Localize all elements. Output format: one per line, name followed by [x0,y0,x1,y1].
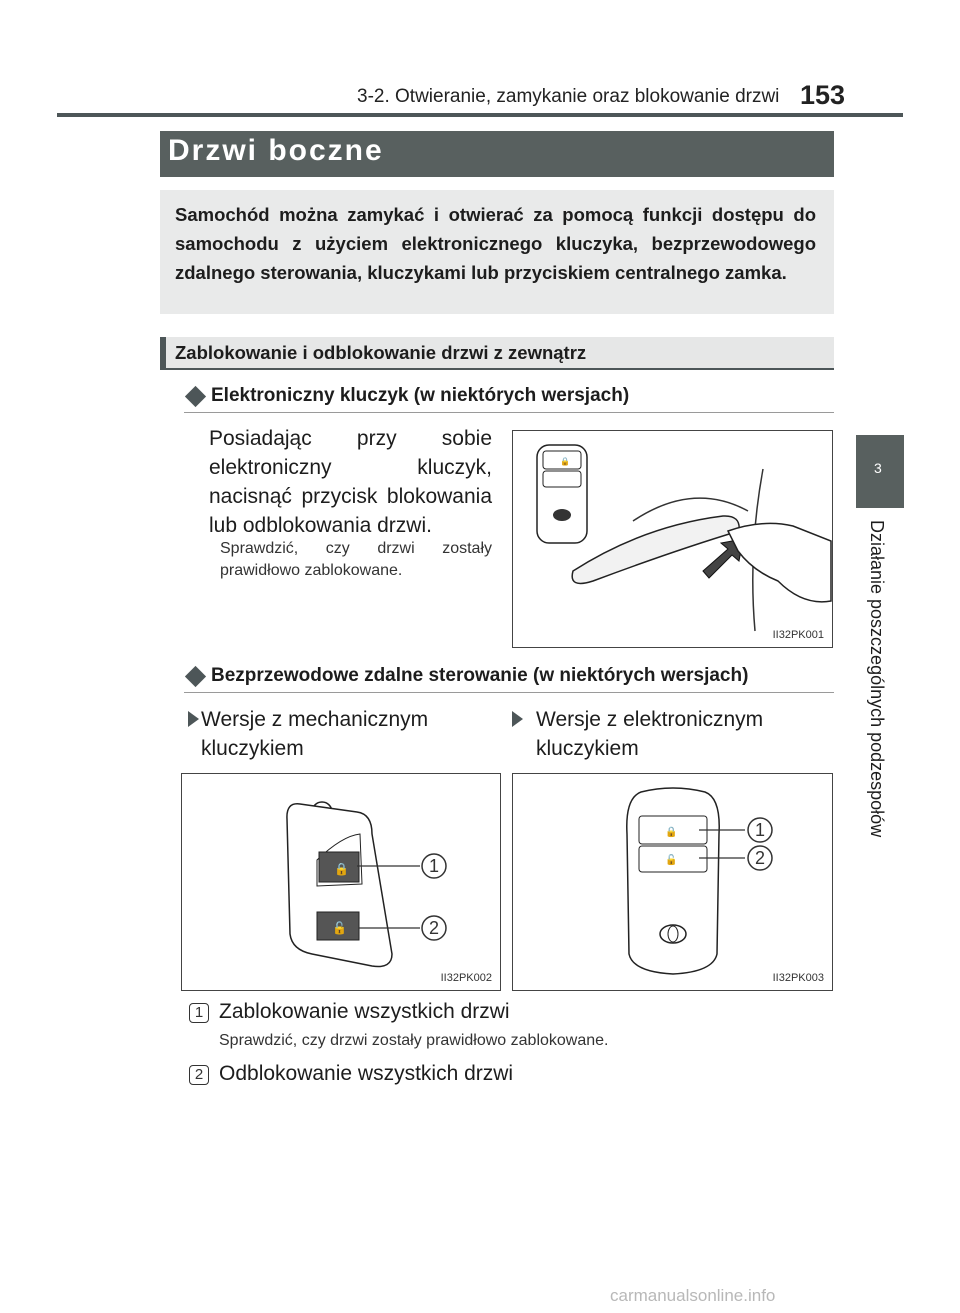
page-title: Drzwi boczne [168,134,384,167]
svg-text:🔓: 🔓 [665,855,678,866]
chapter-number: 3 [874,460,882,476]
remote-heading: Bezprzewodowe zdalne sterowanie (w niektórych wersjach) [211,665,749,686]
svg-text:🔒: 🔒 [665,827,678,838]
heading-rule [184,692,834,693]
svg-text:🔒: 🔒 [560,457,570,466]
figure-code: II32PK002 [440,972,492,984]
figure-code: II32PK001 [772,629,824,641]
triangle-bullet-icon [188,711,199,727]
heading-rule [184,412,834,413]
chapter-label [865,520,889,860]
watermark: carmanualsonline.info [610,1286,776,1305]
callout-2: 2 [755,848,766,868]
mechanical-key-figure [181,773,501,991]
variant-electronic-key: Wersje z elektronicznym kluczykiem [536,708,764,760]
item-unlock-all: Odblokowanie wszystkich drzwi [219,1062,514,1085]
section-title: 3-2. Otwieranie, zamykanie oraz blokowanie drzwi [357,86,780,107]
callout-1: 1 [429,856,440,876]
callout-1: 1 [755,820,766,840]
svg-text:🔒: 🔒 [334,862,349,876]
door-handle-illustration [513,431,832,647]
electronic-key-figure [512,773,833,991]
variant-mechanical-key: Wersje z mechanicznym kluczykiem [201,708,429,760]
item-number: 1 [189,1003,209,1023]
page-number: 153 [800,80,846,110]
header-divider [57,113,903,117]
electronic-key-illustration [513,774,832,990]
svg-text:🔓: 🔓 [332,921,347,935]
diamond-bullet-icon [185,666,206,687]
item-lock-note: Sprawdzić, czy drzwi zostały prawidłowo zablokowane. [219,1032,609,1049]
figure-code: II32PK003 [772,972,824,984]
chapter-label-text: Działanie poszczególnych podzespołów [867,520,887,838]
smart-key-note: Sprawdzić, czy drzwi zostały prawidłowo zablokowane. [220,540,492,579]
item-lock-all: Zablokowanie wszystkich drzwi [219,1000,510,1023]
triangle-bullet-icon [512,711,523,727]
callout-2: 2 [429,918,440,938]
door-handle-figure [512,430,833,648]
smart-key-heading: Elektroniczny kluczyk (w niektórych wersjach) [211,385,630,406]
smart-key-text: Posiadając przy sobie elektroniczny kluczyk, nacisnąć przycisk blokowania lub odblokowania drzwi. [209,427,492,537]
subsection-title: Zablokowanie i odblokowanie drzwi z zewnątrz [175,342,587,363]
intro-text: Samochód można zamykać i otwierać za pomocą funkcji dostępu do samochodu z użyciem elektronicznego kluczyka, bezprzewodowego zdalnego sterowania, kluczykami lub przyciskiem centralnego zamka. [175,204,816,283]
diamond-bullet-icon [185,386,206,407]
item-number: 2 [189,1065,209,1085]
mechanical-key-illustration [182,774,500,990]
